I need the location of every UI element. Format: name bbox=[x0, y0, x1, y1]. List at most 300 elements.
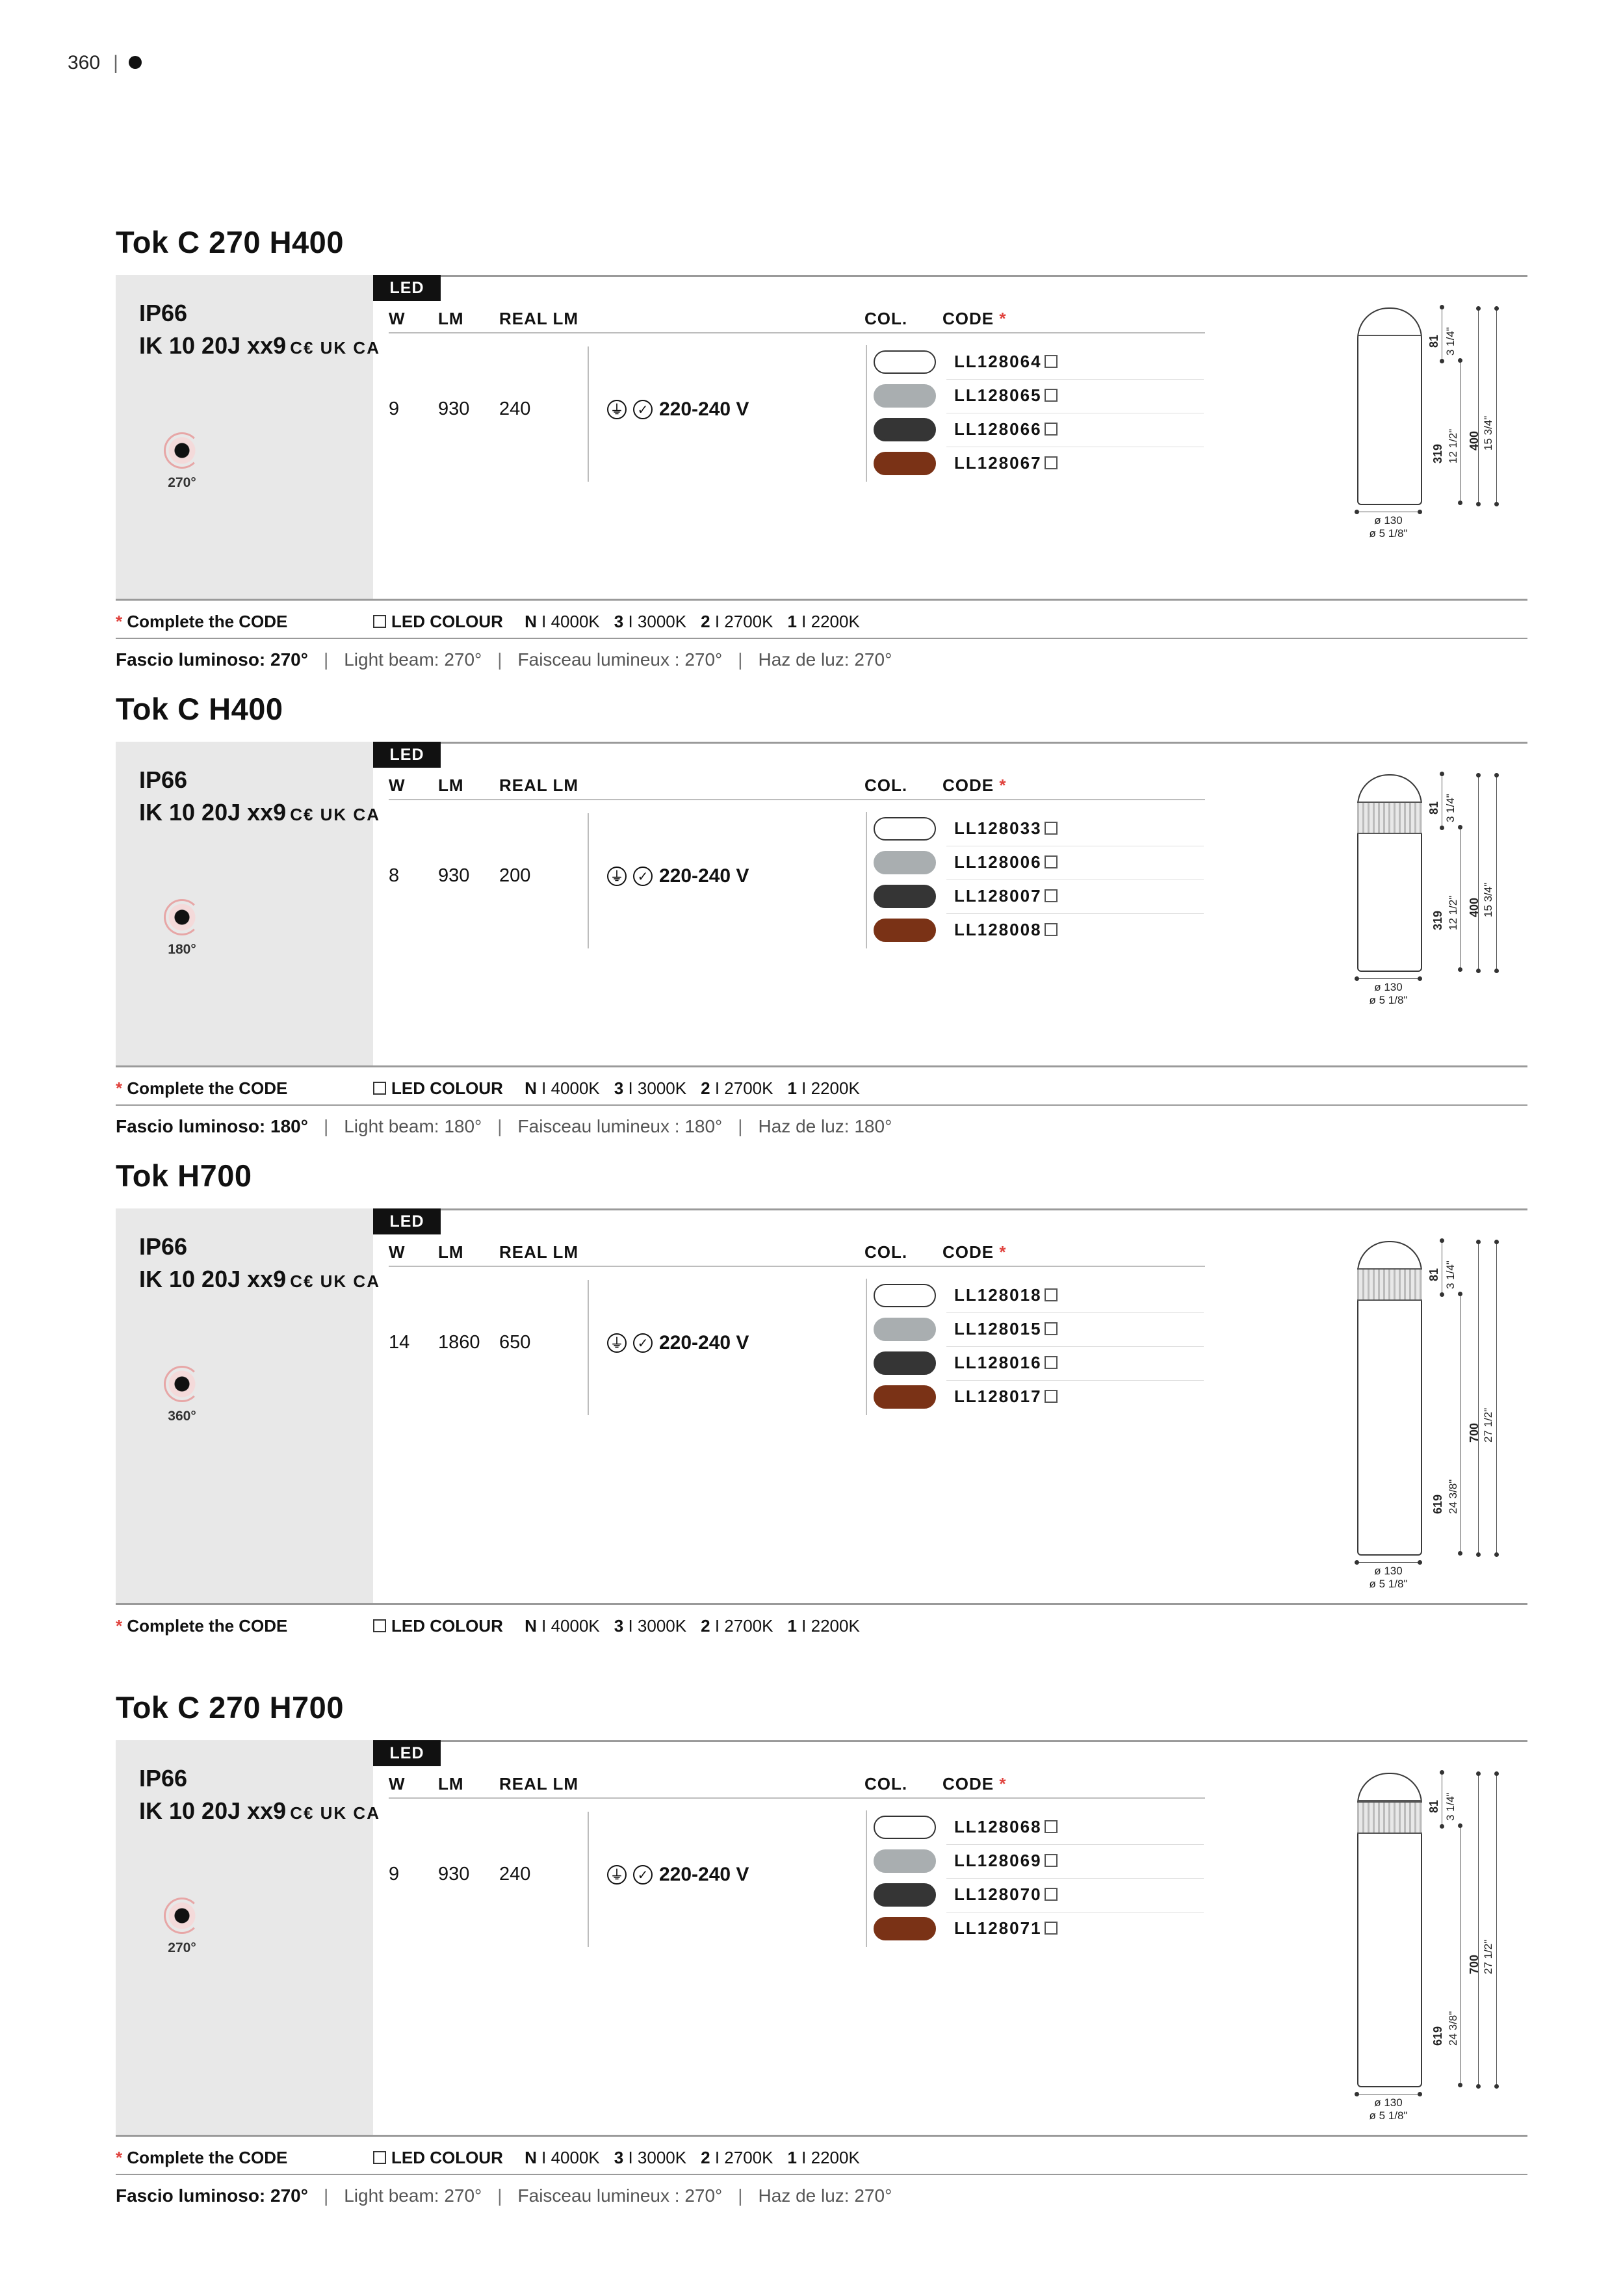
rating-panel bbox=[116, 275, 380, 599]
product-code-text: LL128066 bbox=[954, 419, 1042, 439]
body-height-mm: 319 bbox=[1431, 910, 1444, 930]
page-number-divider: | bbox=[113, 52, 118, 73]
colour-option bbox=[787, 1078, 859, 1098]
complete-code-text: Complete the CODE bbox=[127, 1616, 288, 1636]
product-code[interactable] bbox=[954, 886, 1058, 906]
color-swatch[interactable] bbox=[874, 817, 936, 841]
colour-option-key: 2 bbox=[701, 2148, 710, 2167]
product-code-text: LL128070 bbox=[954, 1885, 1042, 1904]
diameter-in: ø 5 1/8" bbox=[1369, 527, 1408, 540]
bollard-diffuser-ring bbox=[1357, 1801, 1422, 1834]
product-code[interactable] bbox=[954, 852, 1058, 872]
bollard-outline bbox=[1357, 1241, 1422, 1556]
header-underline bbox=[389, 1266, 1205, 1267]
column-divider bbox=[588, 1812, 589, 1947]
beam-spanish: Haz de luz: 270° bbox=[758, 649, 892, 670]
header-w: W bbox=[389, 1774, 406, 1794]
header-real-lm: REAL LM bbox=[499, 309, 579, 328]
beam-italian: Fascio luminoso: 270° bbox=[116, 2185, 308, 2206]
product-title: Tok C 270 H700 bbox=[116, 1690, 344, 1725]
code-suffix-box-icon bbox=[1045, 923, 1058, 936]
check-circle-icon: ✓ bbox=[633, 867, 653, 886]
voltage-spec bbox=[607, 1332, 749, 1354]
product-section bbox=[116, 691, 1527, 1169]
cap-height-in: 3 1/4" bbox=[1444, 1792, 1457, 1821]
colour-option-label: I 2700K bbox=[714, 612, 773, 631]
colour-option bbox=[787, 2148, 859, 2167]
product-code[interactable] bbox=[954, 1918, 1058, 1938]
led-colour-options bbox=[373, 1078, 860, 1099]
real-lumen-value: 240 bbox=[499, 1864, 531, 1885]
header-w: W bbox=[389, 776, 406, 795]
dimension-drawing bbox=[1351, 1740, 1527, 2135]
outer-height-dimension-line bbox=[1496, 309, 1497, 504]
diameter-dimension-line bbox=[1357, 978, 1420, 979]
beam-angle-label: 360° bbox=[168, 1409, 196, 1424]
code-suffix-box-icon bbox=[1045, 1888, 1058, 1901]
code-suffix-box-icon bbox=[1045, 1922, 1058, 1935]
product-code-text: LL128016 bbox=[954, 1353, 1042, 1372]
beam-french: Faisceau lumineux : 270° bbox=[517, 2185, 723, 2206]
total-height-in: 27 1/2" bbox=[1482, 1407, 1494, 1442]
code-suffix-box-icon bbox=[1045, 456, 1058, 469]
header-lm: LM bbox=[438, 1774, 464, 1794]
product-code[interactable] bbox=[954, 1817, 1058, 1837]
lumen-value: 930 bbox=[438, 398, 470, 419]
ip-rating: IP66 bbox=[139, 766, 188, 793]
colour-option-key: N bbox=[525, 1616, 537, 1636]
bollard-cap bbox=[1358, 1242, 1421, 1270]
cap-height-in: 3 1/4" bbox=[1444, 1260, 1457, 1289]
body-height-in: 24 3/8" bbox=[1447, 2011, 1459, 2046]
code-suffix-box-icon bbox=[1045, 1356, 1058, 1369]
ik-rating bbox=[139, 1266, 380, 1293]
product-code-text: LL128007 bbox=[954, 886, 1042, 906]
product-code-text: LL128015 bbox=[954, 1319, 1042, 1338]
divider: | bbox=[323, 1116, 329, 1136]
product-code[interactable] bbox=[954, 453, 1058, 473]
beam-angle-icon bbox=[162, 431, 201, 470]
ik-rating bbox=[139, 1797, 380, 1825]
colour-option-label: I 3000K bbox=[628, 2148, 687, 2167]
beam-english: Light beam: 270° bbox=[344, 2185, 482, 2206]
colour-option-key: 2 bbox=[701, 1616, 710, 1636]
color-swatch[interactable] bbox=[874, 452, 936, 475]
colour-option-key: N bbox=[525, 612, 537, 631]
product-code[interactable] bbox=[954, 352, 1058, 372]
beam-french: Faisceau lumineux : 180° bbox=[517, 1116, 723, 1136]
product-code[interactable] bbox=[954, 1285, 1058, 1305]
page-number bbox=[68, 52, 142, 74]
led-colour-label: LED COLOUR bbox=[391, 1078, 503, 1098]
lumen-value: 930 bbox=[438, 1864, 470, 1885]
product-section bbox=[116, 224, 1527, 703]
color-swatch[interactable] bbox=[874, 885, 936, 908]
complete-code-text: Complete the CODE bbox=[127, 1078, 288, 1098]
led-colour-options bbox=[373, 612, 860, 632]
beam-italian: Fascio luminoso: 270° bbox=[116, 649, 308, 670]
product-section bbox=[116, 1158, 1527, 1655]
colour-option-label: I 2700K bbox=[714, 1616, 773, 1636]
column-divider bbox=[588, 346, 589, 482]
voltage-text: 220-240 V bbox=[659, 1332, 749, 1353]
product-code[interactable] bbox=[954, 1353, 1058, 1373]
divider: | bbox=[323, 649, 329, 670]
body-height-mm: 619 bbox=[1431, 1494, 1444, 1514]
required-star-icon: * bbox=[999, 1242, 1007, 1262]
beam-spanish: Haz de luz: 270° bbox=[758, 2185, 892, 2206]
watt-value: 14 bbox=[389, 1332, 410, 1353]
product-code[interactable] bbox=[954, 419, 1058, 439]
bollard-diffuser-ring bbox=[1357, 1268, 1422, 1301]
code-suffix-box-icon bbox=[1045, 822, 1058, 835]
diameter-label bbox=[1356, 2096, 1421, 2122]
beam-line-rule bbox=[116, 1104, 1527, 1106]
product-code[interactable] bbox=[954, 385, 1058, 406]
product-code-text: LL128033 bbox=[954, 818, 1042, 838]
light-beam-info bbox=[116, 2185, 892, 2206]
colour-option-key: 1 bbox=[787, 612, 797, 631]
colour-option-key: N bbox=[525, 2148, 537, 2167]
diameter-in: ø 5 1/8" bbox=[1369, 994, 1408, 1006]
colour-option bbox=[787, 1616, 859, 1636]
body-height-mm: 619 bbox=[1431, 2026, 1444, 2046]
bullet-icon bbox=[129, 56, 142, 69]
body-height-dimension-line bbox=[1460, 828, 1461, 969]
spec-box-bottom-rule bbox=[116, 599, 1527, 601]
header-lm: LM bbox=[438, 1242, 464, 1262]
code-suffix-box-icon bbox=[1045, 1322, 1058, 1335]
required-star-icon: * bbox=[999, 1774, 1007, 1794]
required-star-icon: * bbox=[999, 776, 1007, 795]
product-code[interactable] bbox=[954, 1885, 1058, 1905]
ip-rating: IP66 bbox=[139, 1765, 188, 1792]
colour-option-key: 1 bbox=[787, 1616, 797, 1636]
dimension-drawing bbox=[1351, 742, 1527, 1065]
product-code-text: LL128018 bbox=[954, 1285, 1042, 1305]
colour-option-label: I 2700K bbox=[714, 1078, 773, 1098]
colour-option-key: 2 bbox=[701, 1078, 710, 1098]
header-code bbox=[942, 776, 1006, 796]
spec-box bbox=[116, 742, 1527, 1065]
colour-option-label: I 4000K bbox=[541, 1078, 600, 1098]
ik-rating-text: IK 10 20J xx9 bbox=[139, 1797, 287, 1824]
watt-value: 8 bbox=[389, 865, 400, 886]
code-suffix-box-icon bbox=[1045, 855, 1058, 868]
colour-option bbox=[614, 1078, 686, 1098]
color-swatch[interactable] bbox=[874, 384, 936, 408]
total-height-mm: 700 bbox=[1468, 1422, 1481, 1442]
check-circle-icon: ✓ bbox=[633, 1865, 653, 1885]
product-code-text: LL128006 bbox=[954, 852, 1042, 872]
body-height-dimension-line bbox=[1460, 361, 1461, 502]
header-col: COL. bbox=[864, 776, 908, 795]
real-lumen-value: 650 bbox=[499, 1332, 531, 1353]
color-swatch[interactable] bbox=[874, 350, 936, 374]
led-tag: LED bbox=[373, 1740, 441, 1766]
led-colour-label: LED COLOUR bbox=[391, 1616, 503, 1636]
code-suffix-box-icon bbox=[1045, 1390, 1058, 1403]
colour-column-divider bbox=[866, 1279, 867, 1415]
led-colour-label: LED COLOUR bbox=[391, 2148, 503, 2167]
header-w: W bbox=[389, 1242, 406, 1262]
divider: | bbox=[497, 2185, 502, 2206]
beam-halo bbox=[164, 432, 200, 469]
divider: | bbox=[738, 649, 743, 670]
outer-height-dimension-line bbox=[1496, 776, 1497, 971]
code-row-divider bbox=[946, 1346, 1204, 1347]
colour-option-key: 1 bbox=[787, 1078, 797, 1098]
check-circle-icon: ✓ bbox=[633, 400, 653, 419]
colour-option bbox=[701, 612, 773, 631]
code-suffix-box-icon bbox=[1045, 423, 1058, 436]
beam-halo bbox=[164, 899, 200, 935]
body-height-dimension-line bbox=[1460, 1826, 1461, 2085]
colour-option-key: 2 bbox=[701, 612, 710, 631]
colour-option-key: 1 bbox=[787, 2148, 797, 2167]
ik-rating-text: IK 10 20J xx9 bbox=[139, 799, 287, 826]
beam-angle-icon bbox=[162, 898, 201, 937]
certification-marks: C€ UK CA bbox=[290, 805, 380, 824]
certification-marks: C€ UK CA bbox=[290, 338, 380, 358]
product-code-text: LL128067 bbox=[954, 453, 1042, 473]
diameter-in: ø 5 1/8" bbox=[1369, 1578, 1408, 1590]
code-placeholder-box-icon bbox=[373, 615, 386, 628]
beam-halo bbox=[164, 1898, 200, 1934]
colour-option bbox=[614, 2148, 686, 2167]
code-suffix-box-icon bbox=[1045, 389, 1058, 402]
code-suffix-box-icon bbox=[1045, 1854, 1058, 1867]
dimension-drawing bbox=[1351, 1208, 1527, 1603]
spec-box-bottom-rule bbox=[116, 2135, 1527, 2137]
product-code-text: LL128071 bbox=[954, 1918, 1042, 1938]
header-real-lm: REAL LM bbox=[499, 1242, 579, 1262]
product-section bbox=[116, 1689, 1527, 2239]
code-suffix-box-icon bbox=[1045, 889, 1058, 902]
cap-height-mm: 81 bbox=[1427, 801, 1440, 815]
watt-value: 9 bbox=[389, 398, 400, 419]
colour-column-divider bbox=[866, 345, 867, 482]
complete-code-note bbox=[116, 1078, 287, 1099]
cap-height-mm: 81 bbox=[1427, 1268, 1440, 1281]
bollard-outline bbox=[1357, 774, 1422, 972]
color-swatch[interactable] bbox=[874, 1385, 936, 1409]
code-row-divider bbox=[946, 1844, 1204, 1845]
required-star-icon: * bbox=[116, 1616, 123, 1636]
led-colour-label: LED COLOUR bbox=[391, 612, 503, 631]
led-tag: LED bbox=[373, 1208, 441, 1234]
header-code-text: CODE bbox=[942, 1774, 994, 1794]
product-code[interactable] bbox=[954, 920, 1058, 940]
ik-rating bbox=[139, 332, 380, 359]
body-height-mm: 319 bbox=[1431, 443, 1444, 463]
colour-option-key: 3 bbox=[614, 1616, 624, 1636]
product-code[interactable] bbox=[954, 818, 1058, 839]
voltage-text: 220-240 V bbox=[659, 865, 749, 887]
color-swatch[interactable] bbox=[874, 1883, 936, 1907]
bollard-diffuser-ring bbox=[1357, 802, 1422, 834]
color-swatch[interactable] bbox=[874, 1318, 936, 1341]
diameter-dimension-line bbox=[1357, 1562, 1420, 1563]
rating-panel bbox=[116, 1208, 380, 1603]
required-star-icon: * bbox=[116, 612, 123, 631]
header-real-lm: REAL LM bbox=[499, 1774, 579, 1794]
voltage-spec bbox=[607, 1864, 749, 1886]
beam-italian: Fascio luminoso: 180° bbox=[116, 1116, 308, 1136]
diameter-mm: ø 130 bbox=[1374, 514, 1403, 527]
colour-option-key: 3 bbox=[614, 2148, 624, 2167]
color-swatch[interactable] bbox=[874, 1917, 936, 1940]
divider: | bbox=[323, 2185, 329, 2206]
lumen-value: 930 bbox=[438, 865, 470, 886]
color-swatch[interactable] bbox=[874, 1816, 936, 1839]
cap-height-in: 3 1/4" bbox=[1444, 794, 1457, 822]
spec-box bbox=[116, 1208, 1527, 1603]
color-swatch[interactable] bbox=[874, 851, 936, 874]
total-height-in: 15 3/4" bbox=[1482, 882, 1494, 917]
color-swatch[interactable] bbox=[874, 919, 936, 942]
code-placeholder-box-icon bbox=[373, 1619, 386, 1632]
bollard-cap bbox=[1358, 776, 1421, 803]
beam-angle-label: 270° bbox=[168, 1940, 196, 1955]
spec-box bbox=[116, 275, 1527, 599]
colour-option bbox=[787, 612, 859, 631]
rating-panel bbox=[116, 742, 380, 1065]
real-lumen-value: 200 bbox=[499, 865, 531, 886]
code-row-divider bbox=[946, 1380, 1204, 1381]
header-underline bbox=[389, 332, 1205, 333]
color-swatch[interactable] bbox=[874, 1849, 936, 1873]
colour-option-label: I 3000K bbox=[628, 1616, 687, 1636]
product-code-text: LL128017 bbox=[954, 1387, 1042, 1406]
required-star-icon: * bbox=[116, 2148, 123, 2167]
code-row-divider bbox=[946, 1878, 1204, 1879]
code-row-divider bbox=[946, 913, 1204, 914]
total-height-in: 15 3/4" bbox=[1482, 415, 1494, 450]
diameter-mm: ø 130 bbox=[1374, 2096, 1403, 2109]
led-colour-options bbox=[373, 1616, 860, 1636]
diameter-label bbox=[1356, 981, 1421, 1007]
header-lm: LM bbox=[438, 309, 464, 328]
header-lm: LM bbox=[438, 776, 464, 795]
divider: | bbox=[497, 1116, 502, 1136]
ip-rating: IP66 bbox=[139, 1233, 188, 1260]
beam-angle-icon bbox=[162, 1364, 201, 1403]
earth-ground-icon: ⏚ bbox=[607, 400, 627, 419]
real-lumen-value: 240 bbox=[499, 398, 531, 419]
cap-height-mm: 81 bbox=[1427, 1799, 1440, 1813]
beam-spanish: Haz de luz: 180° bbox=[758, 1116, 892, 1136]
certification-marks: C€ UK CA bbox=[290, 1803, 380, 1823]
header-col: COL. bbox=[864, 309, 908, 328]
bollard-cap bbox=[1358, 309, 1421, 336]
diameter-mm: ø 130 bbox=[1374, 1565, 1403, 1577]
total-height-mm: 700 bbox=[1468, 1954, 1481, 1974]
cap-height-mm: 81 bbox=[1427, 334, 1440, 348]
voltage-text: 220-240 V bbox=[659, 1864, 749, 1885]
column-divider bbox=[588, 1280, 589, 1415]
diameter-mm: ø 130 bbox=[1374, 981, 1403, 993]
product-title: Tok H700 bbox=[116, 1158, 252, 1193]
ik-rating-text: IK 10 20J xx9 bbox=[139, 332, 287, 359]
colour-option-label: I 3000K bbox=[628, 1078, 687, 1098]
voltage-spec bbox=[607, 865, 749, 887]
header-real-lm: REAL LM bbox=[499, 776, 579, 795]
colour-option bbox=[614, 1616, 686, 1636]
outer-height-dimension-line bbox=[1496, 1774, 1497, 2086]
beam-angle-label: 180° bbox=[168, 942, 196, 957]
colour-option bbox=[701, 2148, 773, 2167]
total-height-dimension-line bbox=[1478, 776, 1479, 971]
header-col: COL. bbox=[864, 1242, 908, 1262]
light-beam-info bbox=[116, 1116, 892, 1137]
product-title: Tok C 270 H400 bbox=[116, 225, 344, 259]
header-underline bbox=[389, 1797, 1205, 1799]
required-star-icon: * bbox=[116, 1078, 123, 1098]
beam-line-rule bbox=[116, 2174, 1527, 2175]
voltage-text: 220-240 V bbox=[659, 398, 749, 420]
product-code[interactable] bbox=[954, 1319, 1058, 1339]
beam-english: Light beam: 180° bbox=[344, 1116, 482, 1136]
code-suffix-box-icon bbox=[1045, 355, 1058, 368]
bollard-outline bbox=[1357, 1773, 1422, 2087]
colour-option bbox=[614, 612, 686, 631]
color-swatch[interactable] bbox=[874, 1284, 936, 1307]
total-height-mm: 400 bbox=[1468, 897, 1481, 917]
certification-marks: C€ UK CA bbox=[290, 1272, 380, 1291]
earth-ground-icon: ⏚ bbox=[607, 1333, 627, 1353]
colour-column-divider bbox=[866, 812, 867, 948]
colour-option-label: I 2700K bbox=[714, 2148, 773, 2167]
complete-code-text: Complete the CODE bbox=[127, 612, 288, 631]
complete-code-note bbox=[116, 612, 287, 632]
color-swatch[interactable] bbox=[874, 1351, 936, 1375]
divider: | bbox=[497, 649, 502, 670]
colour-option-label: I 2200K bbox=[801, 1078, 860, 1098]
color-swatch[interactable] bbox=[874, 418, 936, 441]
colour-option-key: 3 bbox=[614, 1078, 624, 1098]
spec-box-bottom-rule bbox=[116, 1603, 1527, 1605]
bollard-cap bbox=[1358, 1774, 1421, 1801]
header-col: COL. bbox=[864, 1774, 908, 1794]
body-height-in: 24 3/8" bbox=[1447, 1479, 1459, 1514]
colour-option-key: 3 bbox=[614, 612, 624, 631]
colour-option bbox=[525, 2148, 600, 2167]
watt-value: 9 bbox=[389, 1864, 400, 1885]
dimension-drawing bbox=[1351, 275, 1527, 599]
colour-option bbox=[701, 1078, 773, 1098]
code-suffix-box-icon bbox=[1045, 1288, 1058, 1301]
ik-rating-text: IK 10 20J xx9 bbox=[139, 1266, 287, 1292]
header-code bbox=[942, 309, 1006, 329]
colour-option-label: I 4000K bbox=[541, 1616, 600, 1636]
body-height-in: 12 1/2" bbox=[1447, 428, 1459, 463]
total-height-dimension-line bbox=[1478, 1774, 1479, 2086]
lumen-value: 1860 bbox=[438, 1332, 480, 1353]
body-height-in: 12 1/2" bbox=[1447, 895, 1459, 930]
product-code-text: LL128065 bbox=[954, 385, 1042, 405]
spec-box-bottom-rule bbox=[116, 1065, 1527, 1067]
led-tag: LED bbox=[373, 275, 441, 301]
column-divider bbox=[588, 813, 589, 948]
product-code-text: LL128069 bbox=[954, 1851, 1042, 1870]
product-code[interactable] bbox=[954, 1387, 1058, 1407]
product-code[interactable] bbox=[954, 1851, 1058, 1871]
bollard-outline bbox=[1357, 307, 1422, 505]
colour-option-key: N bbox=[525, 1078, 537, 1098]
spec-box bbox=[116, 1740, 1527, 2135]
light-beam-info bbox=[116, 649, 892, 670]
